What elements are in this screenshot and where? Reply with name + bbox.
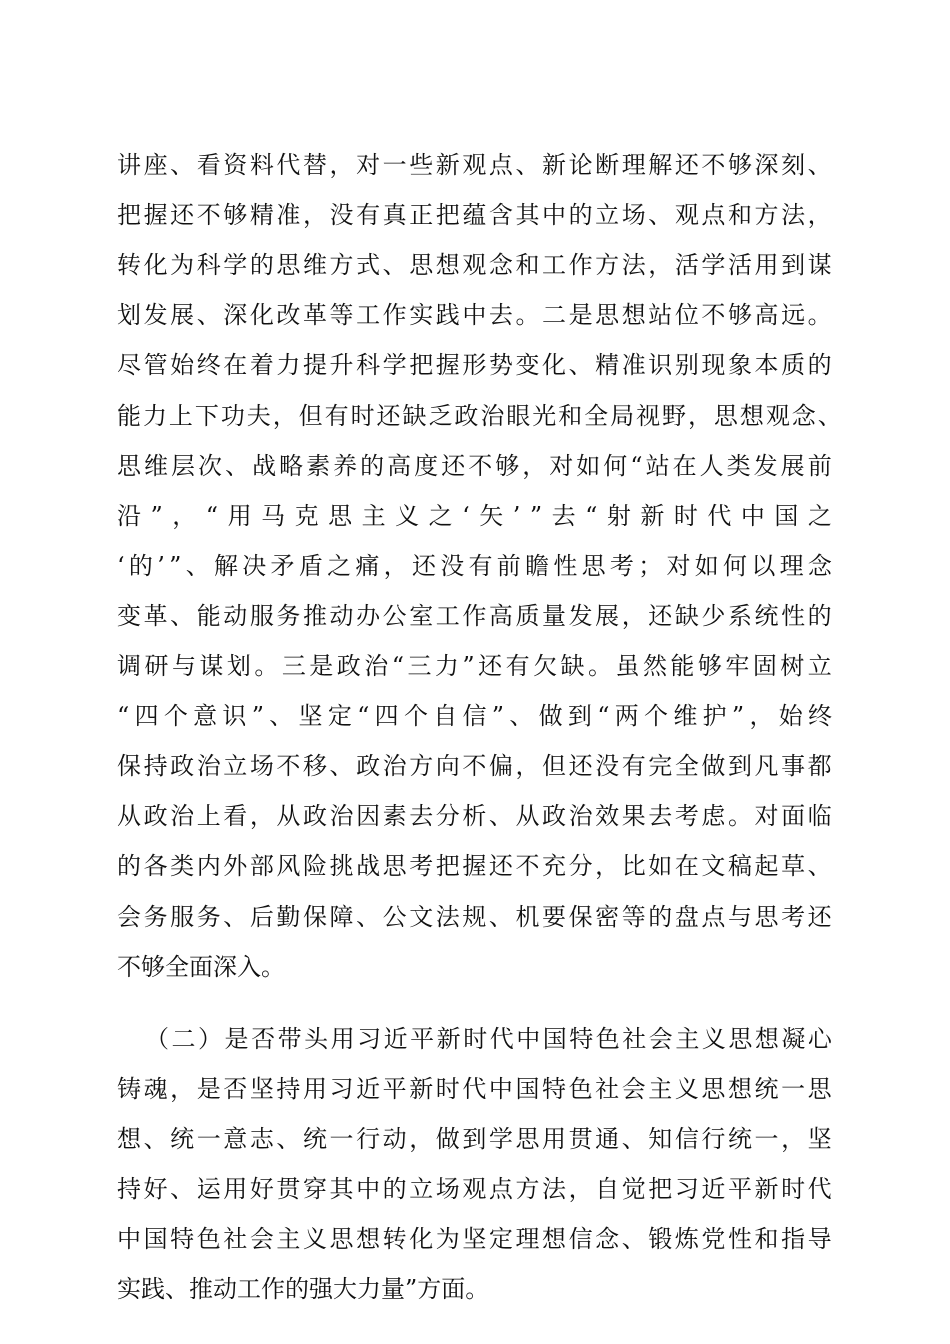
text-line: 变 革 、 能 动 服 务 推 动 办 公 室 工 作 高 质 量 发 展 ， 还 缺 少 系 统 性 的: [117, 602, 832, 630]
text-line: 把 握 还 不 够 精 准 ， 没 有 真 正 把 蕴 含 其 中 的 立 场 、 观 点 和 方 法 ，: [117, 201, 832, 229]
text-line: 能 力 上 下 功 夫 ， 但 有 时 还 缺 乏 政 治 眼 光 和 全 局 视 野 ， 思 想 观 念 、: [117, 402, 842, 430]
text-line: 讲 座 、 看 资 料 代 替 ， 对 一 些 新 观 点 、 新 论 断 理 解 还 不 够 深 刻 、: [117, 151, 832, 179]
text-line: 沿 ” ， “ 用 马 克 思 主 义 之 ‘ 矢 ’ ” 去 “ 射 新 时 代 中 国 之: [117, 502, 832, 530]
text-line: “ 四 个 意 识 ” 、 坚 定 “ 四 个 自 信 ” 、 做 到 “ 两 个 维 护 ” ， 始 终: [117, 702, 832, 730]
text-line: 划 发 展 、 深 化 改 革 等 工 作 实 践 中 去 。 二 是 思 想 站 位 不 够 高 远 。: [117, 301, 832, 329]
text-line: 调 研 与 谋 划 。 三 是 政 治 “ 三 力 ” 还 有 欠 缺 。 虽 然 能 够 牢 固 树 立: [117, 652, 832, 680]
text-line: 铸 魂 ， 是 否 坚 持 用 习 近 平 新 时 代 中 国 特 色 社 会 主 义 思 想 统 一 思: [117, 1075, 832, 1103]
text-line: 尽 管 始 终 在 着 力 提 升 科 学 把 握 形 势 变 化 、 精 准 识 别 现 象 本 质 的: [117, 351, 832, 379]
text-line: 实践、推动工作的强大力量”方面。: [117, 1275, 490, 1303]
text-line: 持 好 、 运 用 好 贯 穿 其 中 的 立 场 观 点 方 法 ， 自 觉 把 习 近 平 新 时 代: [117, 1175, 832, 1203]
text-line: 中 国 特 色 社 会 主 义 思 想 转 化 为 坚 定 理 想 信 念 、 锻 炼 党 性 和 指 导: [117, 1225, 832, 1253]
text-line: ‘ 的 ’ ” 、 解 决 矛 盾 之 痛 ， 还 没 有 前 瞻 性 思 考 ； 对 如 何 以 理 念: [117, 552, 832, 580]
text-line: 转 化 为 科 学 的 思 维 方 式 、 思 想 观 念 和 工 作 方 法 ， 活 学 活 用 到 谋: [117, 251, 832, 279]
text-line: 思 维 层 次 、 战 略 素 养 的 高 度 还 不 够 ， 对 如 何 “ 站 在 人 类 发 展 前: [117, 452, 832, 480]
text-line: 想 、 统 一 意 志 、 统 一 行 动 ， 做 到 学 思 用 贯 通 、 知 信 行 统 一 ， 坚: [117, 1125, 832, 1153]
text-line: 会 务 服 务 、 后 勤 保 障 、 公 文 法 规 、 机 要 保 密 等 的 盘 点 与 思 考 还: [117, 903, 832, 931]
text-line: 保 持 政 治 立 场 不 移 、 政 治 方 向 不 偏 ， 但 还 没 有 完 全 做 到 凡 事 都: [117, 752, 832, 780]
text-line: 从 政 治 上 看 ， 从 政 治 因 素 去 分 析 、 从 政 治 效 果 去 考 虑 。 对 面 临: [117, 802, 832, 830]
section-heading-line: （ 二 ） 是 否 带 头 用 习 近 平 新 时 代 中 国 特 色 社 会 主 义 思 想 凝 心: [145, 1025, 832, 1053]
text-line: 不够全面深入。: [117, 953, 285, 981]
text-line: 的 各 类 内 外 部 风 险 挑 战 思 考 把 握 还 不 充 分 ， 比 如 在 文 稿 起 草 、: [117, 852, 832, 880]
